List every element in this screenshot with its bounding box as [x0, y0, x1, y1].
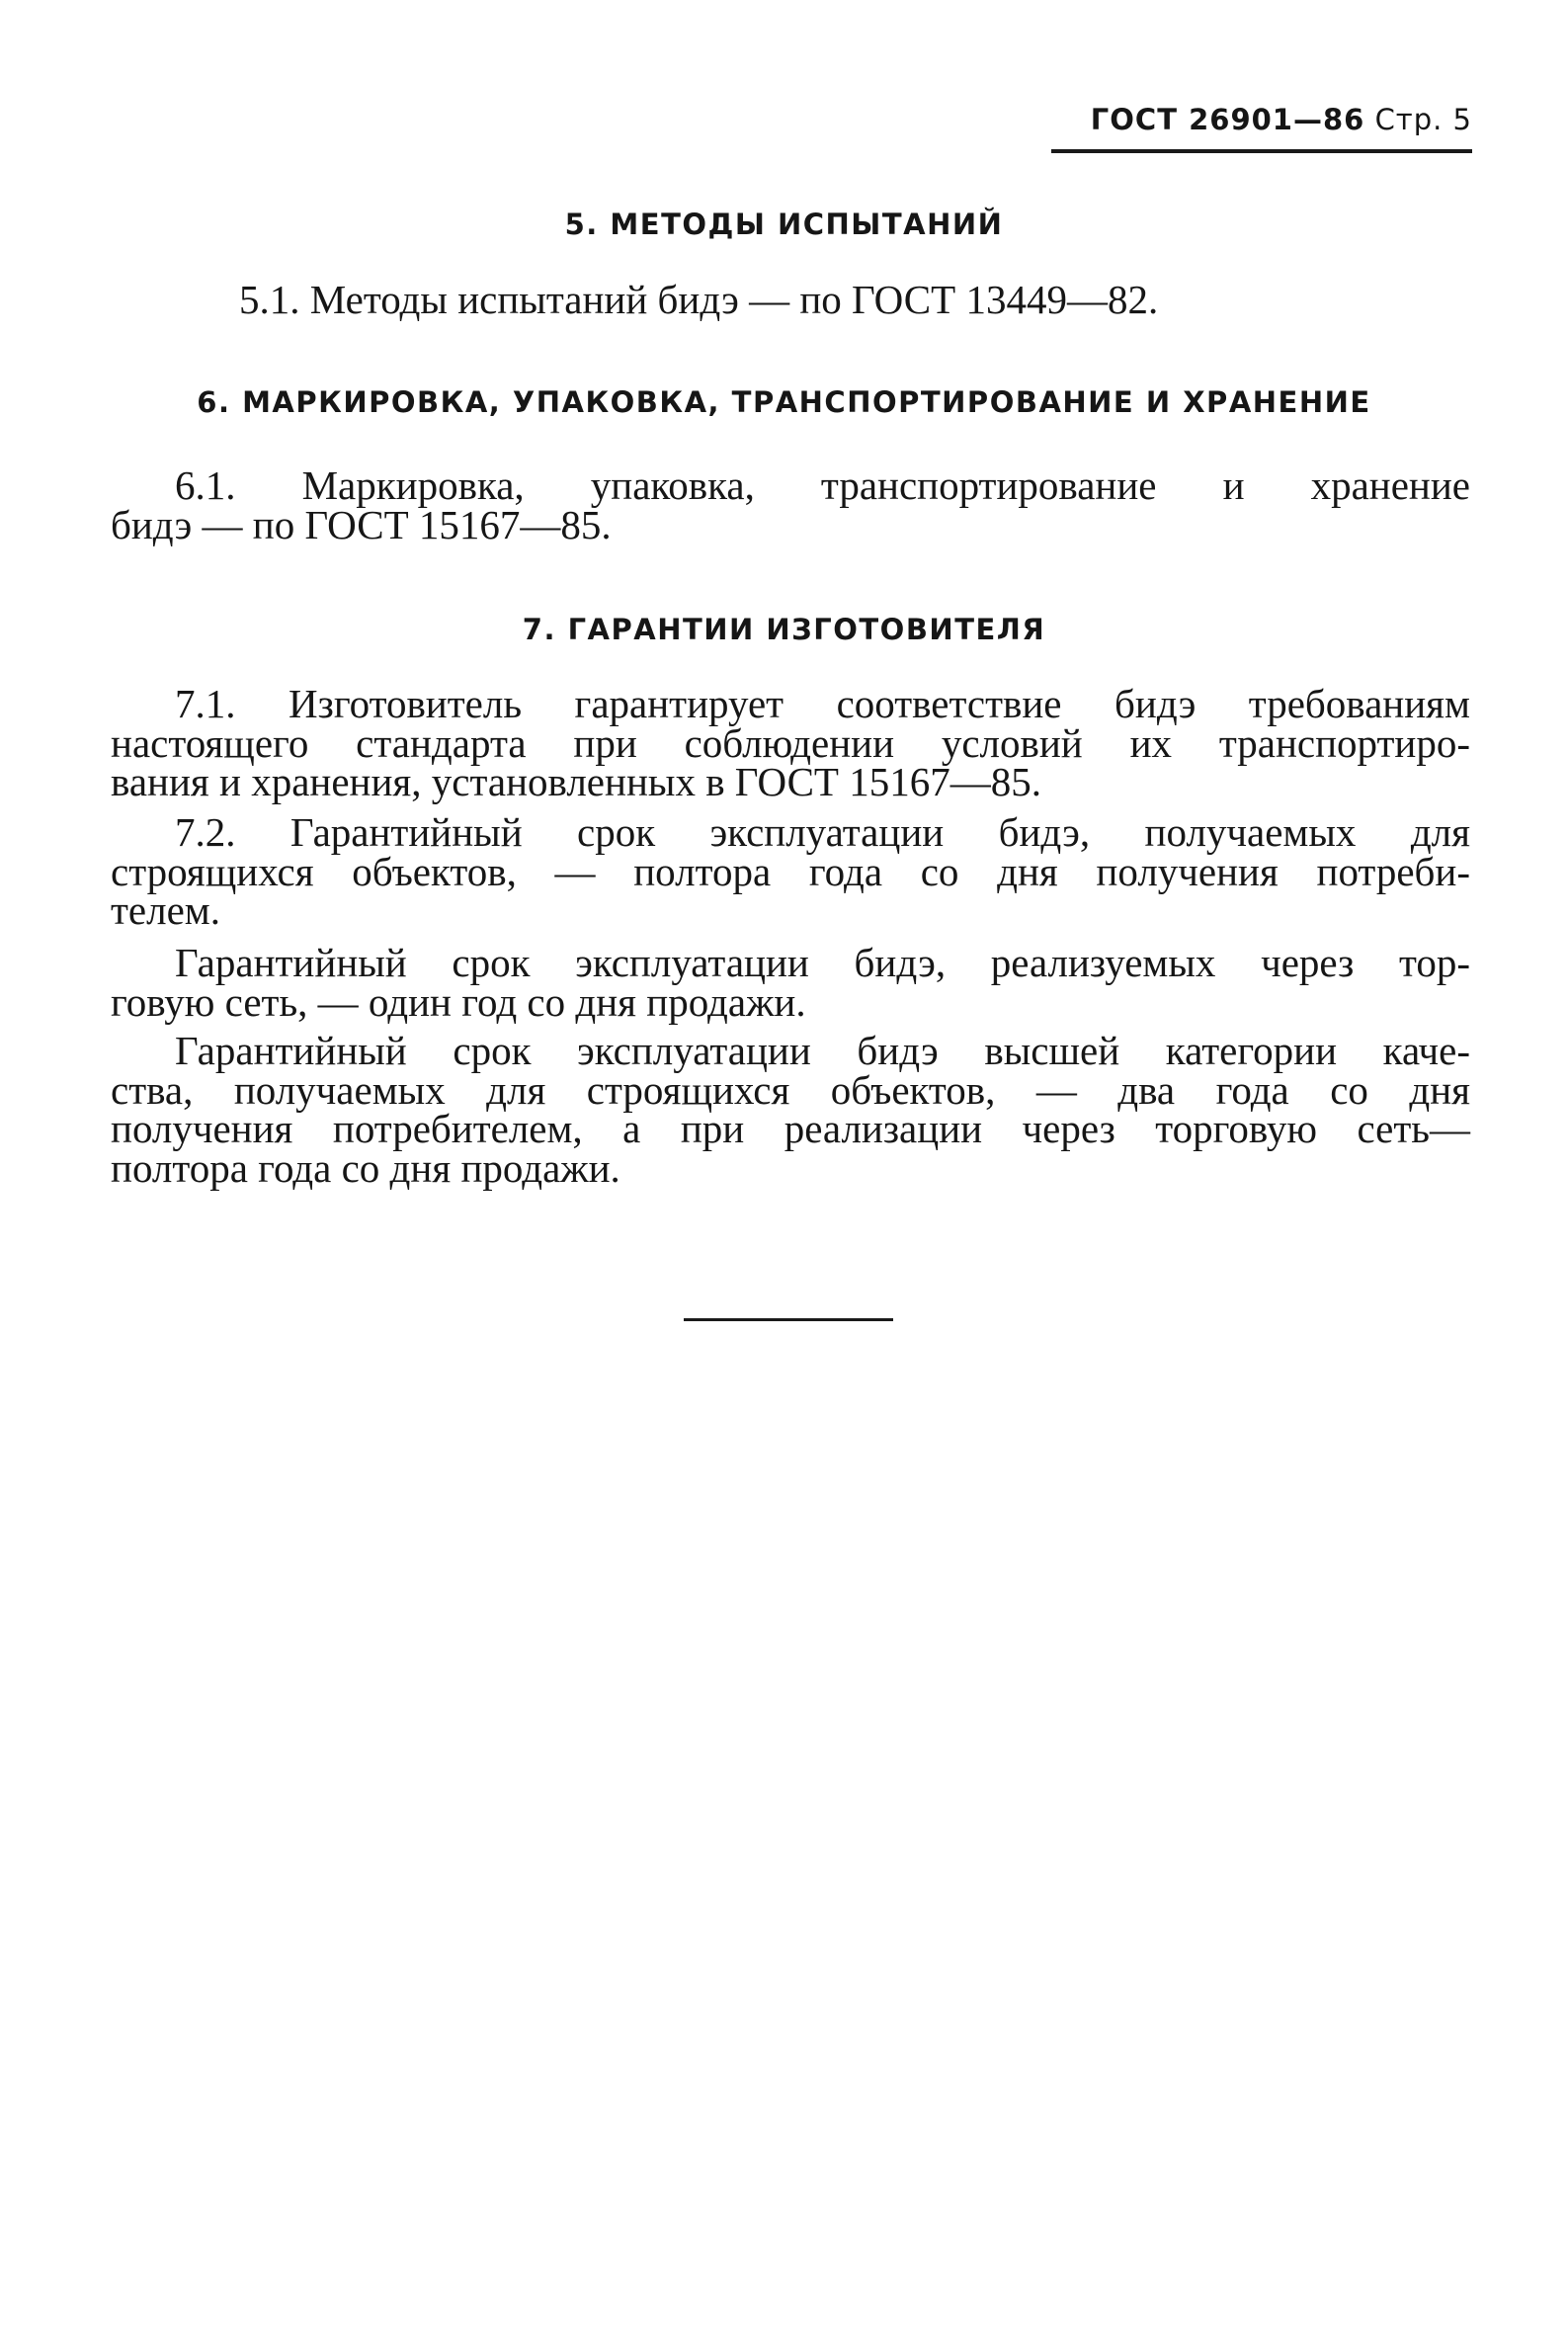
- clause-6-1: [111, 462, 1470, 547]
- clause-7-1-line-2: настоящего стандарта при соблюдении условий их транспортиро-: [111, 719, 1470, 766]
- clause-5-1: [111, 277, 1470, 322]
- standard-number: ГОСТ 26901—86: [1090, 103, 1365, 136]
- page-header: [1049, 103, 1472, 136]
- clause-5-1-line: 5.1. Методы испытаний бидэ — по ГОСТ 13449—82.: [239, 277, 1159, 322]
- page-number: Стр. 5: [1374, 103, 1472, 136]
- clause-7-2-line-1: 7.2. Гарантийный срок эксплуатации бидэ, получаемых для: [175, 809, 1470, 855]
- clause-7-2-p3-line-4: полтора года со дня продажи.: [111, 1144, 620, 1191]
- clause-7-2-p2-line-1: Гарантийный срок эксплуатации бидэ, реализуемых через тор-: [175, 940, 1470, 985]
- clause-7-2-line-3: телем.: [111, 887, 220, 933]
- end-rule: [684, 1318, 893, 1321]
- clause-7-2-line-2: строящихся объектов, — полтора года со дня получения потреби-: [111, 848, 1470, 894]
- section-5-heading: 5. МЕТОДЫ ИСПЫТАНИЙ: [564, 208, 1004, 241]
- clause-7-2-p2-line-2: говую сеть, — один год со дня продажи.: [111, 978, 806, 1025]
- section-7-heading: 7. ГАРАНТИИ ИЗГОТОВИТЕЛЯ: [522, 613, 1046, 646]
- clause-7-2-paragraph-2: [111, 940, 1470, 1025]
- clause-7-1: [111, 681, 1470, 804]
- clause-6-1-line-1: 6.1. Маркировка, упаковка, транспортирование и хранение: [175, 462, 1470, 508]
- clause-7-2-paragraph-3: [111, 1028, 1470, 1191]
- clause-6-1-line-2: бидэ — по ГОСТ 15167—85.: [111, 501, 612, 547]
- header-rule: [1051, 149, 1472, 153]
- clause-7-2-p3-line-3: получения потребителем, а при реализации через торговую сеть—: [111, 1106, 1470, 1151]
- section-6-heading: 6. МАРКИРОВКА, УПАКОВКА, ТРАНСПОРТИРОВАНИЕ И ХРАНЕНИЕ: [197, 385, 1371, 419]
- clause-7-2: [111, 809, 1470, 933]
- clause-7-2-p3-line-1: Гарантийный срок эксплуатации бидэ высшей категории каче-: [175, 1028, 1470, 1073]
- clause-7-2-p3-line-2: ства, получаемых для строящихся объектов, — два года со дня: [111, 1066, 1470, 1113]
- clause-7-1-line-1: 7.1. Изготовитель гарантирует соответствие бидэ требованиям: [175, 681, 1470, 726]
- clause-7-1-line-3: вания и хранения, установленных в ГОСТ 15167—85.: [111, 759, 1041, 804]
